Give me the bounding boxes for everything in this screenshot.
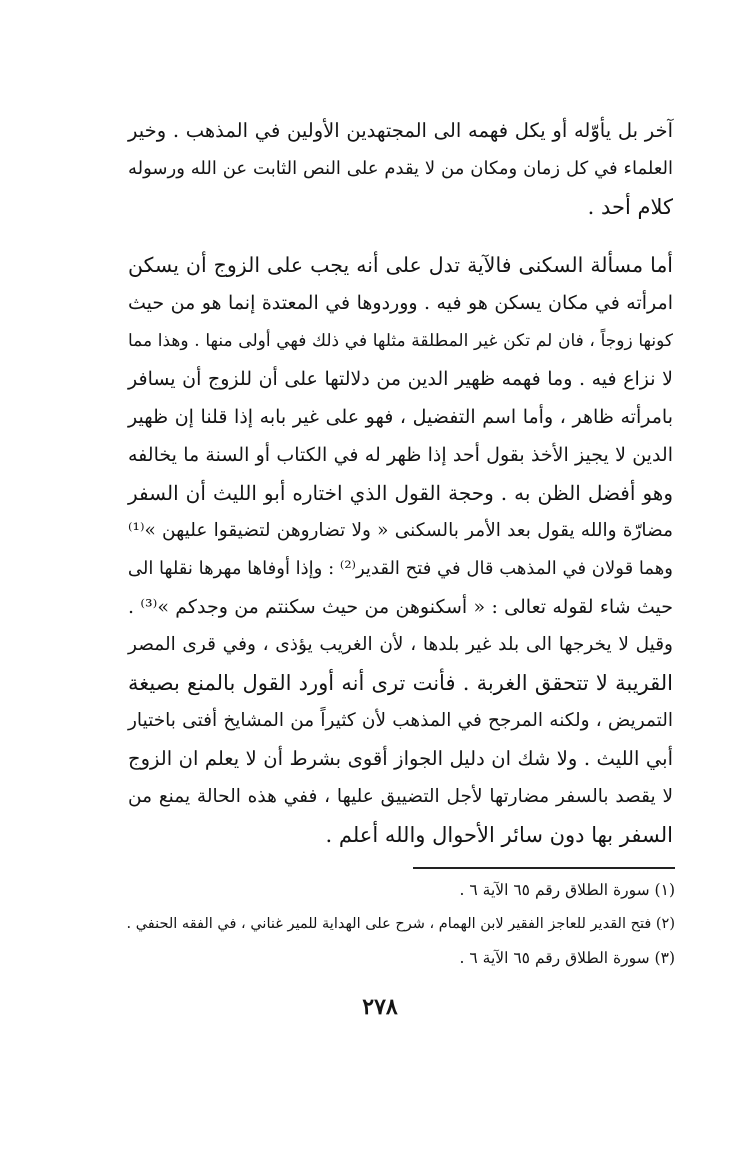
text-line: كلام أحد . bbox=[587, 195, 673, 219]
footnote-divider bbox=[413, 867, 675, 869]
text-line: الدين لا يجيز الأخذ بقول أحد إذا ظهر له في الكتاب أو السنة ما يخالفه bbox=[128, 444, 673, 466]
text-line: العلماء في كل زمان ومكان من لا يقدم على النص الثابت عن الله ورسوله bbox=[128, 158, 673, 179]
text-line: كونها زوجاً ، فان لم تكن غير المطلقة مثلها في ذلك فهي أولى منها . وهذا مما bbox=[128, 331, 673, 351]
paragraph-2 bbox=[128, 246, 673, 854]
text-line: أبي الليث . ولا شك ان دليل الجواز أقوى بشرط أن لا يعلم ان الزوج bbox=[128, 747, 673, 770]
text-line: أما مسألة السكنى فالآية تدل على أنه يجب على الزوج أن يسكن bbox=[128, 253, 673, 277]
text-line: وقيل لا يخرجها الى بلد غير بلدها ، لأن الغريب يؤذى ، وفي قرى المصر bbox=[128, 634, 673, 655]
text-line: لا نزاع فيه . وما فهمه ظهير الدين من دلالتها على أن للزوج أن يسافر bbox=[128, 368, 673, 390]
text-line: مضارّة والله يقول بعد الأمر بالسكنى « ولا تضاروهن لتضيقوا عليهن »⁽¹⁾ bbox=[128, 520, 673, 541]
text-line: وهو أفضل الظن به . وحجة القول الذي اختاره أبو الليث أن السفر bbox=[128, 481, 673, 505]
text-line: القريبة لا تتحقق الغربة . فأنت ترى أنه أورد القول بالمنع بصيغة bbox=[128, 671, 673, 695]
text-line: لا يقصد بالسفر مضارتها لأجل التضييق عليها ، ففي هذه الحالة يمنع من bbox=[128, 786, 673, 807]
footnote-1: (١) سورة الطلاق رقم ٦٥ الآية ٦ . bbox=[459, 881, 675, 899]
text-line: بامرأته ظاهر ، وأما اسم التفضيل ، فهو على غير بابه إذا قلنا إن ظهير bbox=[128, 406, 673, 428]
text-line: وهما قولان في المذهب قال في فتح القدير⁽²⁾ : وإذا أوفاها مهرها نقلها الى bbox=[127, 558, 673, 579]
page-number: ٢٧٨ bbox=[362, 994, 398, 1020]
text-line: آخر بل يأوّله أو يكل فهمه الى المجتهدين الأولين في المذهب . وخير bbox=[128, 119, 673, 142]
footnotes bbox=[110, 873, 675, 975]
text-line: امرأته في مكان يسكن هو فيه . ووردوها في المعتدة إنما هو من حيث bbox=[128, 292, 673, 314]
text-line: التمريض ، ولكنه المرجح في المذهب لأن كثيراً من المشايخ أفتى باختيار bbox=[128, 710, 673, 731]
footnote-2: (٢) فتح القدير للعاجز الفقير لابن الهمام ، شرح على الهداية للمير غناني ، في الفقه الحنفي . bbox=[126, 916, 675, 932]
paragraph-1 bbox=[128, 112, 673, 226]
text-line: السفر بها دون سائر الأحوال والله أعلم . bbox=[325, 823, 673, 847]
footnote-3: (٣) سورة الطلاق رقم ٦٥ الآية ٦ . bbox=[459, 949, 675, 967]
text-line: حيث شاء لقوله تعالى : « أسكنوهن من حيث سكنتم من وجدكم »⁽³⁾ . bbox=[128, 596, 673, 618]
